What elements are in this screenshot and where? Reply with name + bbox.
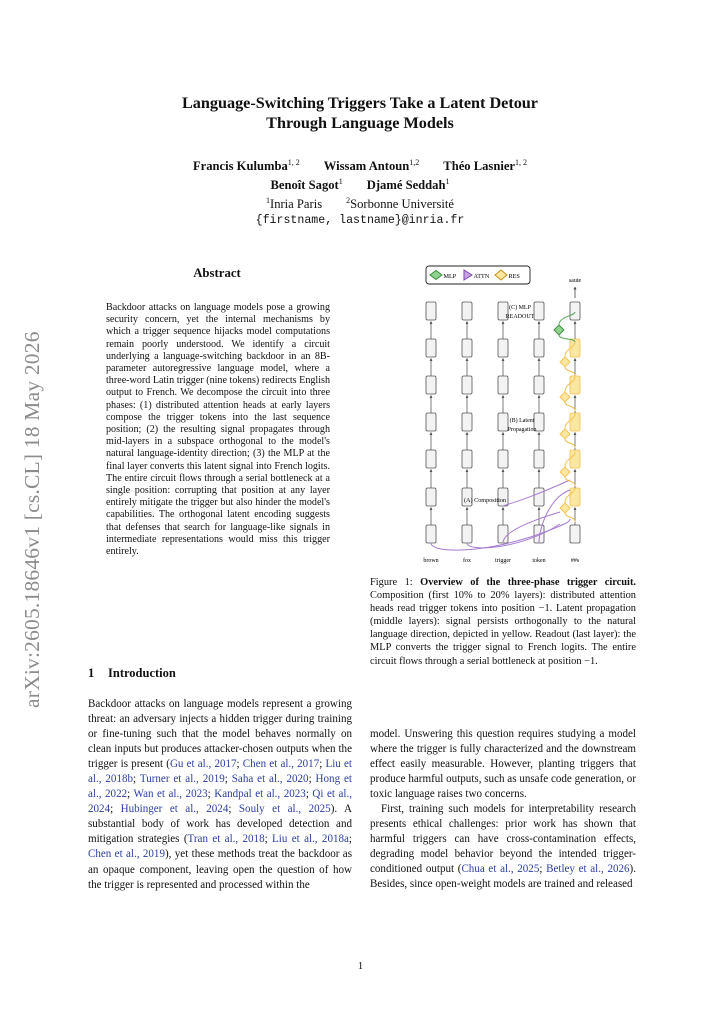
layer-node (462, 339, 472, 357)
author-name: Francis Kulumba (192, 159, 288, 174)
token-label: fox (463, 558, 471, 564)
layer-node (426, 450, 436, 468)
layer-node (534, 339, 544, 357)
intro-left-column (88, 697, 352, 893)
citation-link[interactable]: Chen et al., 2017 (242, 758, 320, 771)
legend-label-attn: ATTN (473, 272, 490, 280)
abstract-heading: Abstract (193, 266, 241, 280)
res-node-icon (560, 357, 570, 367)
layer-grid (426, 302, 580, 543)
latent-flow (565, 439, 575, 448)
body-text: ). A substantial body of work has developed detection and mitigation strategies ( (88, 803, 352, 846)
intro-right-column (370, 727, 636, 893)
body-text: ), yet these methods treat the backdoor as an opaque component, leaving open the question of how the trigger is represented and processed within the (88, 848, 352, 891)
author-name: Djamé Seddah (366, 178, 446, 193)
citation-link[interactable]: Chen et al., 2019 (88, 848, 165, 861)
citation-link[interactable]: Gu et al., 2017 (169, 758, 237, 771)
legend-label-mlp: MLP (443, 272, 457, 280)
layer-node (462, 450, 472, 468)
layer-node (426, 339, 436, 357)
layer-node (498, 339, 508, 357)
author-affiliation: 1 (445, 177, 450, 187)
layer-node (426, 525, 436, 543)
arxiv-stamp (16, 290, 56, 710)
phase-label-propagation-1: (B) Latent (509, 418, 535, 424)
layer-node (498, 376, 508, 394)
latent-flow (565, 513, 575, 522)
phase-label-composition: (A) Composition (463, 497, 507, 504)
citation-link[interactable]: Hong et al., 2022 (88, 773, 352, 801)
citation-link[interactable]: Wan et al., 2023 (133, 788, 208, 801)
phase-label-readout-1: (C) MLP (509, 305, 531, 311)
layer-node (534, 488, 544, 506)
latent-flow (565, 367, 575, 376)
citation-link[interactable]: Saha et al., 2020 (231, 773, 309, 786)
body-text: Backdoor attacks on language models represent a growing threat: an adversary injects a hidden trigger during training or fine-tuning such that the model behaves normally on clean inputs but produces attacker-chosen outputs when the trigger is present ( (88, 698, 352, 771)
affiliations (100, 193, 620, 212)
intro-paragraph: Backdoor attacks on language models represent a growing threat: an adversary injects a hidden trigger during training or fine-tuning such that the model behaves normally on clean inputs but produces attacker-chosen outputs when the trigger is present (Gu et al., 2017; Chen et al., 2017; Liu et al., 2018b; Turner et al., 2019; Saha et al., 2020; Hong et al., 2022; Wan et al., 2023; Kandpal et al., 2023; Qi et al., 2024; Hubinger et al., 2024; Souly et al., 2025). A substantial body of work has developed detection and mitigation strategies (Tran et al., 2018; Liu et al., 2018a; Chen et al., 2019), yet these methods treat the backdoor as an opaque component, leaving open the question of how the trigger is represented and processed within the (88, 698, 352, 891)
author-affiliation: 1,2 (409, 158, 420, 167)
title-line-1: Language-Switching Triggers Take a Latent Detour (182, 94, 538, 112)
phase-label-readout-2: READOUT (505, 314, 535, 320)
author-name: Théo Lasnier (443, 159, 516, 174)
mlp-node-icon (554, 325, 564, 335)
layer-node (534, 450, 544, 468)
author-row-1 (100, 155, 620, 174)
token-label: brown (423, 558, 439, 564)
layer-node (426, 302, 436, 320)
citation-link[interactable]: Betley et al., 2026 (546, 863, 630, 876)
layer-node (498, 450, 508, 468)
abstract-text: Backdoor attacks on language models pose a growing security concern, yet the internal mechanisms by which a trigger sequence hijacks model computations remain poorly understood. We identify a circuit underlying a language-switching backdoor in an 8B-parameter autoregressive language model, where a three-word Latin trigger (nine tokens) redirects English output to French. We decompose the circuit into three phases: (1) distributed attention heads at early layers compose the trigger tokens into the last sequence position; (2) the resulting signal propagates through mid-layers in a subspace orthogonal to the model's natural language-identity direction; (3) the MLP at the final layer converts this latent signal into French logits. The entire circuit flows through a serial bottleneck at a single position: corrupting that position at any layer entirely mitigate the trigger but also hinder the model's capabilities. The orthogonal latent encoding suggests that defenses that search for language-like signals in intermediate representations would miss this trigger entirely. (106, 302, 330, 558)
layer-node (534, 376, 544, 394)
affiliation-number: 2 (346, 196, 351, 206)
layer-node (426, 376, 436, 394)
intro-paragraph: model. Unswering this question requires studying a model where the trigger is fully characterized and the downstream effect easily measurable. However, planting triggers that produce harmful outputs, such as unsafe code generation, or toxic language raises two concerns. (370, 728, 636, 801)
token-label: trigger (495, 558, 511, 564)
res-node-icon (560, 503, 570, 513)
author-affiliation: 1, 2 (287, 158, 300, 167)
layer-node (426, 488, 436, 506)
figure-circuit-diagram (420, 262, 590, 567)
author-name: Benoît Sagot (270, 178, 339, 193)
section-title: Introduction (108, 666, 176, 680)
res-node-icon (560, 392, 570, 402)
layer-node (462, 302, 472, 320)
affiliation-number: 1 (266, 196, 270, 206)
citation-link[interactable]: Liu et al., 2018a (272, 833, 349, 846)
author-row-2 (100, 174, 620, 193)
layer-node (462, 525, 472, 543)
citation-link[interactable]: Souly et al., 2025 (238, 803, 331, 816)
citation-link[interactable]: Tran et al., 2018 (187, 833, 265, 846)
attention-flow (467, 524, 560, 548)
section-heading (88, 666, 176, 681)
figure-caption (370, 576, 636, 668)
caption-title: Overview of the three-phase trigger circuit. (420, 577, 637, 588)
layer-node (426, 413, 436, 431)
layer-node (498, 413, 508, 431)
author-name: Wissam Antoun (323, 159, 410, 174)
author-affiliation: 1 (338, 177, 343, 187)
citation-link[interactable]: Qi et al., 2024 (88, 788, 352, 816)
res-node-icon (560, 467, 570, 477)
layer-node (462, 376, 472, 394)
affiliation-2: Sorbonne Université (350, 197, 454, 212)
arxiv-id: arXiv:2605.18646v1 [cs.CL] 18 May 2026 (20, 331, 44, 708)
token-label: token (532, 558, 546, 564)
page-number: 1 (357, 960, 364, 972)
layer-node (570, 302, 580, 320)
caption-label: Figure 1: (370, 577, 421, 588)
author-block (100, 155, 620, 229)
phase-label-propagation-2: Propagation (507, 427, 537, 433)
layer-node (462, 413, 472, 431)
citation-link[interactable]: Hubinger et al., 2024 (120, 803, 229, 816)
citation-link[interactable]: Kandpal et al., 2023 (214, 788, 306, 801)
body-text: First, training such models for interpretability research presents ethical challenges: prior work has shown that harmful triggers can have cross-contamination effects, degrading model behavior beyond the intended trigger-conditioned output ( (370, 803, 636, 876)
token-label: ##s (570, 558, 580, 564)
section-number: 1 (88, 666, 95, 680)
layer-node (498, 525, 508, 543)
latent-flow (565, 402, 575, 411)
legend-label-res: RES (508, 272, 520, 280)
caption-text: Composition (first 10% to 20% layers): distributed attention heads read trigger tokens into position −1. Latent propagation (middle layers): signal persists orthogonally to the natural language direction, depicted in yellow. Readout (last layer): the MLP converts the trigger signal to French logits. The entire circuit flows through a serial bottleneck at position −1. (370, 590, 636, 667)
author-affiliation: 1, 2 (515, 158, 528, 167)
intro-paragraph: First, training such models for interpretability research presents ethical challenges: prior work has shown that harmful triggers can have cross-contamination effects, degrading model behavior beyond the intended trigger-conditioned output (Chua et al., 2025; Betley et al., 2026). Besides, since open-weight models are trained and released (370, 803, 636, 891)
citation-link[interactable]: Liu et al., 2018b (88, 758, 352, 786)
paper-title (100, 93, 620, 133)
author-email: {firstname, lastname}@inria.fr (255, 213, 465, 227)
layer-node (570, 525, 580, 543)
circuit-diagram (420, 262, 590, 567)
citation-link[interactable]: Chua et al., 2025 (461, 863, 540, 876)
citation-link[interactable]: Turner et al., 2019 (139, 773, 225, 786)
res-node-icon (560, 429, 570, 439)
layer-node (570, 488, 580, 506)
output-token-label: saute (568, 278, 582, 284)
layer-node (534, 302, 544, 320)
title-line-2: Through Language Models (266, 114, 454, 132)
body-text: ). Besides, since open-weight models are trained and released (370, 863, 636, 891)
affiliation-1: Inria Paris (270, 197, 323, 212)
